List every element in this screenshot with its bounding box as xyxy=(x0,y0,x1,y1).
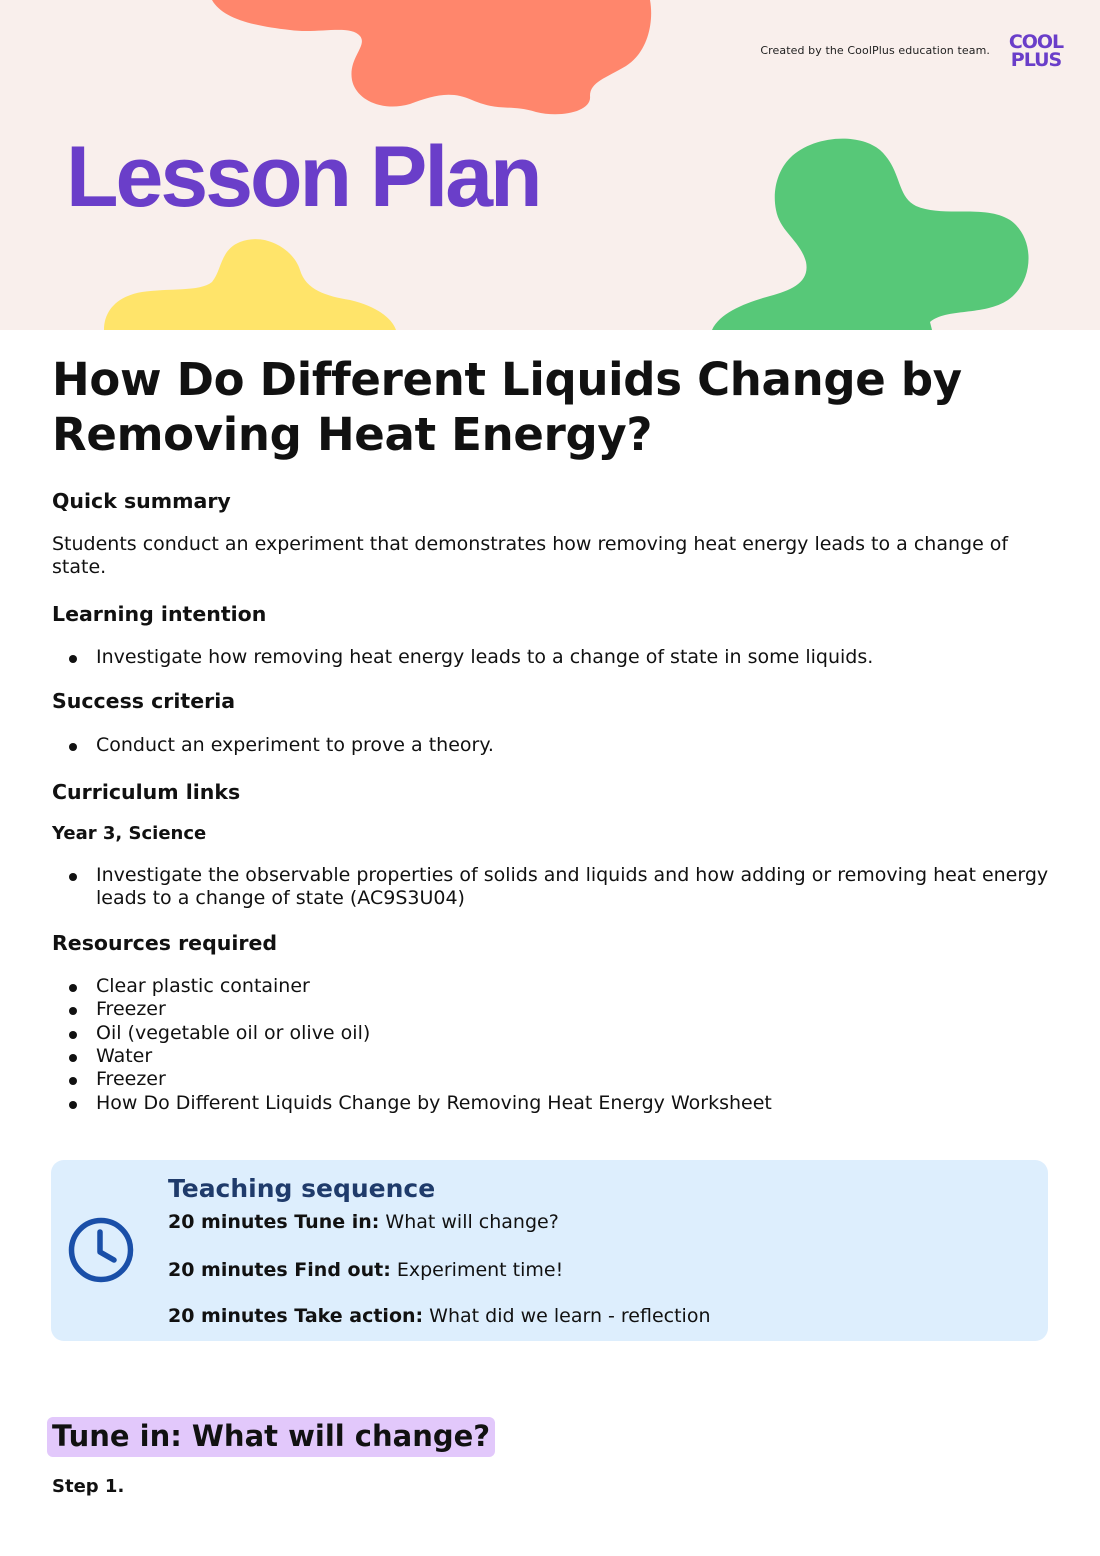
sequence-row-tune-in xyxy=(168,1211,559,1233)
sequence-row-text: Experiment time! xyxy=(390,1259,564,1281)
curriculum-list xyxy=(52,864,1052,911)
yellow-blob-shape xyxy=(104,239,396,330)
sequence-row-label: 20 minutes Take action: xyxy=(168,1305,424,1327)
tune-in-heading: Tune in: What will change? xyxy=(47,1417,495,1457)
sequence-row-text: What will change? xyxy=(379,1211,559,1233)
sequence-row-text: What did we learn - reflection xyxy=(423,1305,711,1327)
list-item: Investigate the observable properties of solids and liquids and how adding or removing heat energy leads to a change of state (AC9S3U04) xyxy=(52,864,1052,911)
summary-text: Students conduct an experiment that demonstrates how removing heat energy leads to a change of state. xyxy=(52,533,1009,578)
green-blob-shape xyxy=(712,139,1029,330)
sequence-row-take-action xyxy=(168,1305,711,1327)
teaching-sequence-box xyxy=(51,1160,1048,1341)
logo-bottom: PLUS xyxy=(1010,49,1062,71)
resources-list xyxy=(52,975,1052,1115)
summary-heading: Quick summary xyxy=(52,489,231,513)
resources-heading: Resources required xyxy=(52,931,278,956)
list-item: Investigate how removing heat energy leads to a change of state in some liquids. xyxy=(52,646,1052,669)
coolplus-logo xyxy=(1005,33,1067,69)
list-item: Clear plastic container xyxy=(52,975,1052,998)
list-item: Conduct an experiment to prove a theory. xyxy=(52,734,1052,757)
list-item: Freezer xyxy=(52,998,1052,1021)
sequence-row-find-out xyxy=(168,1259,563,1281)
curriculum-heading: Curriculum links xyxy=(52,779,241,804)
main-content xyxy=(52,352,1052,1115)
sequence-row-label: 20 minutes Tune in: xyxy=(168,1211,380,1233)
clock-icon xyxy=(67,1216,135,1284)
list-item: How Do Different Liquids Change by Removing Heat Energy Worksheet xyxy=(52,1092,1052,1115)
learning-intention-list xyxy=(52,646,1052,669)
teaching-sequence-title: Teaching sequence xyxy=(168,1174,436,1203)
header-banner xyxy=(0,0,1100,330)
coral-blob-shape xyxy=(212,0,651,114)
step-label: Step 1. xyxy=(52,1476,125,1497)
credit-text: Created by the CoolPlus education team. xyxy=(760,44,990,57)
list-item: Oil (vegetable oil or olive oil) xyxy=(52,1022,1052,1045)
banner-title: Lesson Plan xyxy=(66,129,540,225)
page-title: How Do Different Liquids Change by Removing Heat Energy? xyxy=(52,353,962,461)
logo-top: COOL xyxy=(1008,31,1064,53)
curriculum-subheading: Year 3, Science xyxy=(52,822,207,844)
list-item: Freezer xyxy=(52,1068,1052,1091)
learning-intention-heading: Learning intention xyxy=(52,602,267,626)
sequence-row-label: 20 minutes Find out: xyxy=(168,1259,391,1281)
success-criteria-heading: Success criteria xyxy=(52,689,236,714)
list-item: Water xyxy=(52,1045,1052,1068)
success-criteria-list xyxy=(52,734,1052,757)
